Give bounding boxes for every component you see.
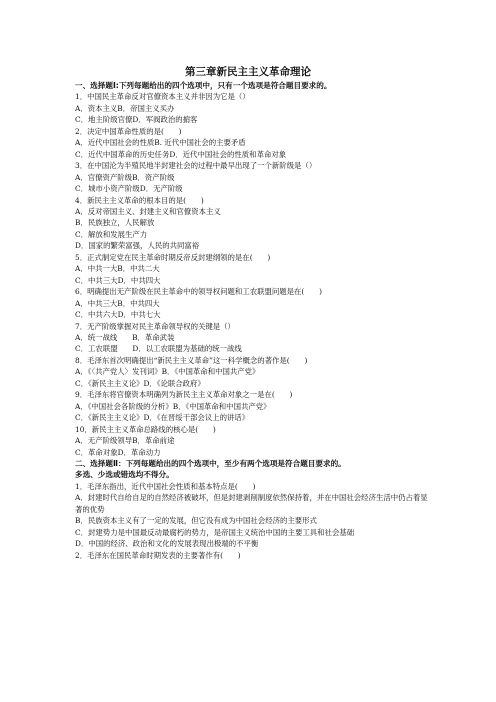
document-body: [75, 80, 435, 561]
question-line: 6．明确提出无产阶级在民主革命中的领导权问题和工农联盟问题是在( ): [75, 287, 322, 297]
question-line: C．革命对象D．革命动力: [75, 447, 161, 457]
section-heading: 多选、少选或错选均不得分。: [75, 470, 174, 480]
question-line: C．《新民主主义论》D．《论联合政府》: [75, 378, 205, 388]
question-line: A．中共三大B．中共四大: [75, 298, 160, 308]
question-line: A．近代中国社会的性质B. 近代中国社会的主要矛盾: [75, 138, 246, 148]
question-line: 5．正式制定党在民主革命时期反帝反封建纲领的是在( ): [75, 252, 271, 262]
question-line: C．解放和发展生产力: [75, 229, 148, 239]
question-line: D．国家的繁荣富强，人民的共同富裕: [75, 241, 200, 251]
question-line: A．资本主义B．帝国主义买办: [75, 103, 175, 113]
question-line: C．工农联盟 D．以工农联盟为基础的统一战线: [75, 344, 242, 354]
question-line: C．中共六大D．中共七大: [75, 310, 161, 320]
question-line: 10．新民主主义革命总路线的核心是( ): [75, 424, 216, 434]
question-line: D．中国的经济、政治和文化的发展表现出极端的不平衡: [75, 539, 259, 549]
question-line: 7．无产阶级掌握对民主革命领导权的关键是（）: [75, 321, 235, 331]
question-line: 2．决定中国革命性质的是( ): [75, 126, 182, 136]
question-line: A．统一战线 B．革命武装: [75, 332, 175, 342]
question-line: B．民族独立，人民解放: [75, 218, 155, 228]
question-line: C．中共三大D．中共四大: [75, 275, 161, 285]
question-line: C．地主阶级官僚D．军阀政治的掮客: [75, 115, 198, 125]
question-line: 4．新民主主义革命的根本目的是( ): [75, 195, 204, 205]
question-line: 1．毛泽东指出，近代中国社会性质和基本特点是( ): [75, 481, 256, 491]
question-line: B．民族资本主义有了一定的发展，但它没有成为中国社会经济的主要形式: [75, 516, 317, 526]
question-line: C．城市小资产阶级D．无产阶级: [75, 184, 183, 194]
question-line: 2．毛泽东在国民革命时期发表的主要著作有( ): [75, 550, 241, 560]
question-line: C．封建势力是中国最反动最腐朽的势力，是帝国主义统治中国的主要工具和社会基础: [75, 527, 355, 537]
section-heading: 一、选择题Ⅰ:下列每题给出的四个选项中，只有一个选项是符合题目要求的。: [75, 81, 332, 90]
question-line: A．无产阶级领导B．革命前途: [75, 436, 175, 446]
question-line: C．《新民主主义论》D．《在晋绥干部会议上的讲话》: [75, 413, 250, 423]
question-line: A．反对帝国主义、封建主义和官僚资本主义: [75, 206, 221, 216]
question-line: 1．中国民主革命反对官僚资本主义并非因为它是（）: [75, 92, 250, 102]
section-heading: 二、选择题Ⅱ：下列每题给出的四个选项中，至少有两个选项是符合题目要求的。: [75, 458, 346, 468]
question-line: A．中共一大B．中共二大: [75, 264, 160, 274]
question-line: 3．在中国沦为半殖民地半封建社会的过程中最早出现了一个新阶级是（）: [75, 161, 317, 171]
question-line: A．封建时代自给自足的自然经济被破坏，但是封建剥削制度依然保持着，并在中国社会经济生活中仍占着显著的优势: [75, 493, 428, 514]
question-line: A．《中国社会各阶级的分析》B．《中国革命和中国共产党》: [75, 401, 271, 411]
question-line: A．《〈共产党人〉发刊词》B．《中国革命和中国共产党》: [75, 367, 260, 377]
question-line: 8．毛泽东首次明确提出“新民主主义革命”这一科学概念的著作是( ): [75, 355, 308, 365]
question-line: C．近代中国革命的历史任务D．近代中国社会的性质和革命对象: [75, 149, 287, 159]
question-line: 9．毛泽东将官僚资本明确列为新民主主义革命对象之一是在( ): [75, 390, 293, 400]
question-line: A．官僚资产阶级B．资产阶级: [75, 172, 175, 182]
page-title: 第三章新民主主义革命理论: [185, 66, 311, 78]
